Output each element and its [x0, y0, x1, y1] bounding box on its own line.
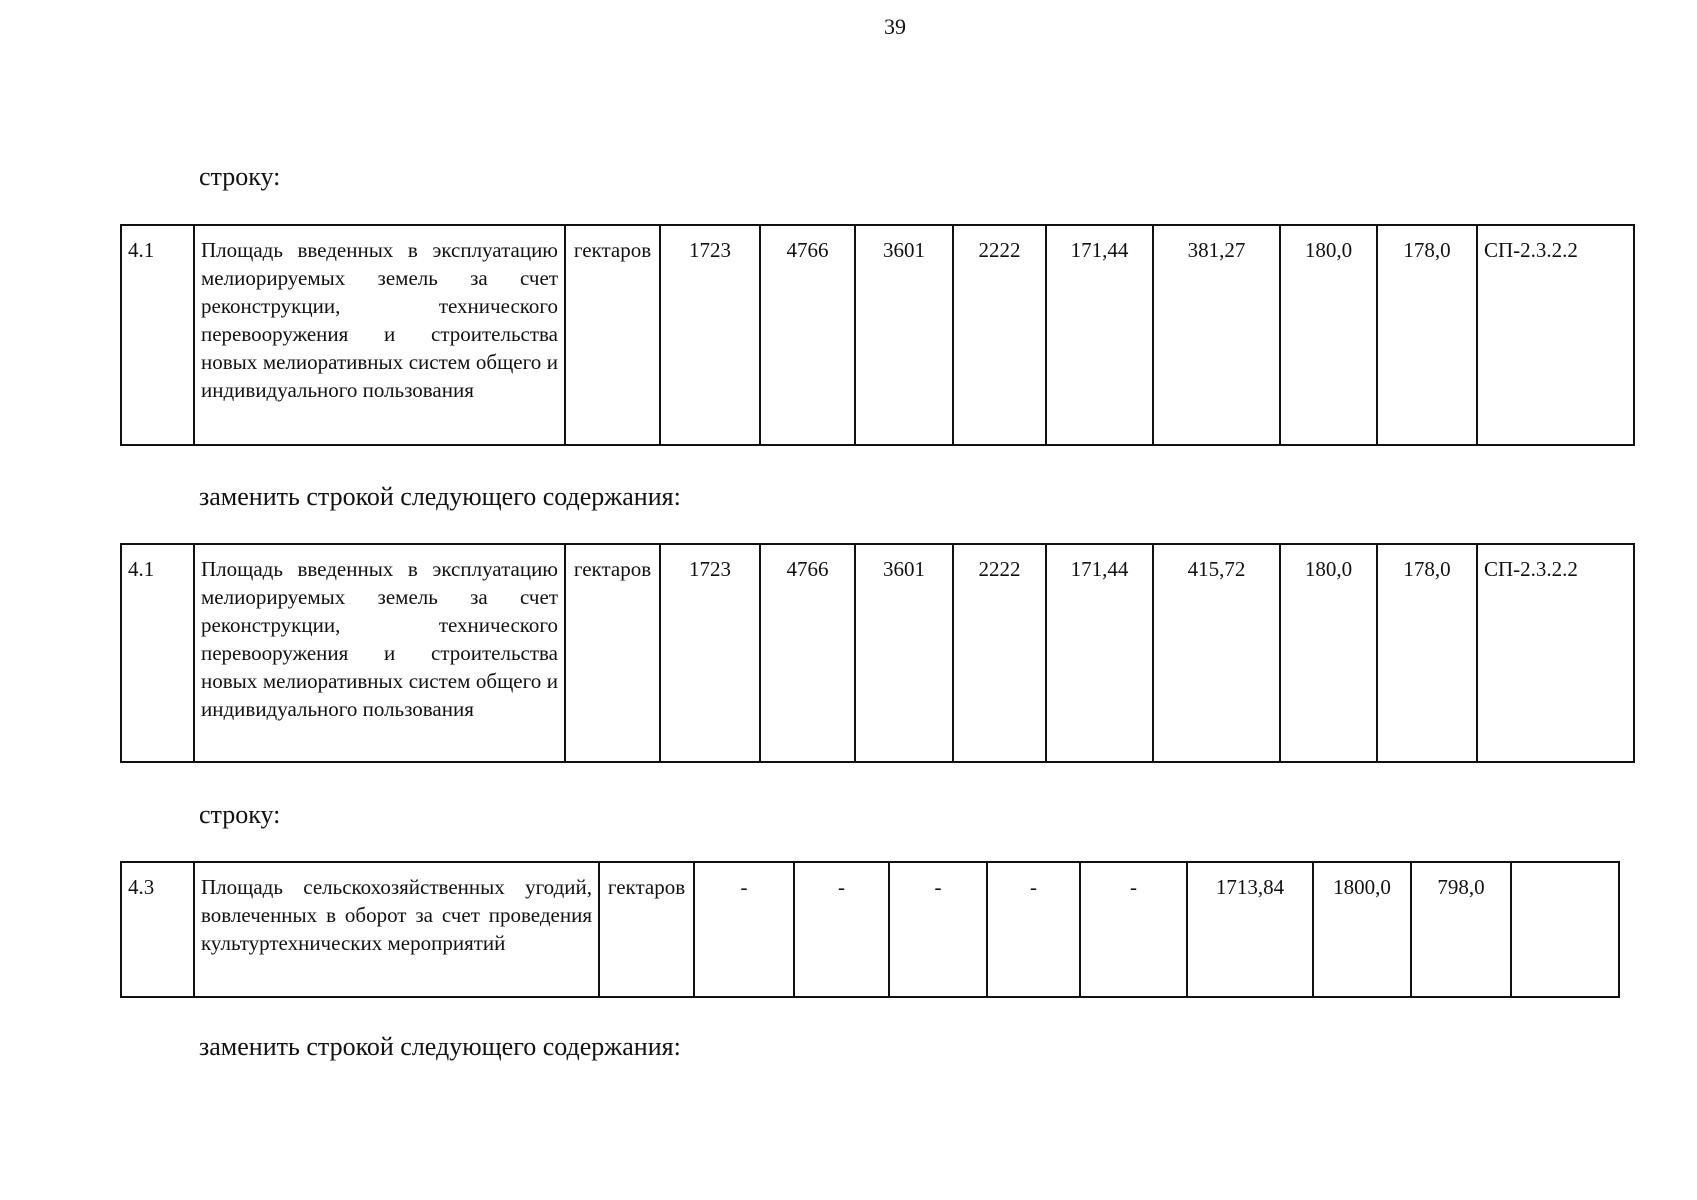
table-row	[121, 544, 1634, 762]
instruction-third: строку:	[199, 800, 281, 829]
unit-cell: гектаров	[599, 862, 694, 997]
table-row	[121, 862, 1619, 997]
value-cell: 180,0	[1280, 225, 1377, 445]
page-number: 39	[884, 14, 906, 39]
value-cell: 4766	[760, 225, 855, 445]
value-cell: 3601	[855, 544, 953, 762]
value-cell: 180,0	[1280, 544, 1377, 762]
value-cell: 3601	[855, 225, 953, 445]
value-cell: 798,0	[1411, 862, 1511, 997]
value-cell: 178,0	[1377, 225, 1477, 445]
value-cell: 171,44	[1046, 544, 1153, 762]
code-cell	[1511, 862, 1619, 997]
code-cell: СП-2.3.2.2	[1477, 225, 1634, 445]
unit-cell: гектаров	[565, 544, 660, 762]
row-number: 4.3	[121, 862, 194, 997]
value-cell: 1723	[660, 544, 760, 762]
value-cell: 171,44	[1046, 225, 1153, 445]
value-cell: 2222	[953, 544, 1046, 762]
value-cell: 381,27	[1153, 225, 1280, 445]
code-cell: СП-2.3.2.2	[1477, 544, 1634, 762]
table-row-4-3-old	[120, 861, 1620, 998]
row-number: 4.1	[121, 544, 194, 762]
instruction-fourth: заменить строкой следующего содержания:	[199, 1032, 681, 1061]
value-cell: 1723	[660, 225, 760, 445]
value-cell: 2222	[953, 225, 1046, 445]
table-row-4-1-old	[120, 224, 1635, 446]
row-number: 4.1	[121, 225, 194, 445]
indicator-name: Площадь введенных в эксплуатацию мелиорируемых земель за счет реконструкции, технического перевооружения и строительства новых мелиоративных систем общего и индивидуального пользования	[194, 225, 565, 445]
value-cell: 178,0	[1377, 544, 1477, 762]
value-cell: -	[889, 862, 987, 997]
value-cell: -	[987, 862, 1080, 997]
value-cell: 4766	[760, 544, 855, 762]
value-cell: 415,72	[1153, 544, 1280, 762]
value-cell: -	[1080, 862, 1187, 997]
indicator-name: Площадь сельскохозяйственных угодий, вовлеченных в оборот за счет проведения культуртехнических мероприятий	[194, 862, 599, 997]
value-cell: -	[794, 862, 889, 997]
table-row	[121, 225, 1634, 445]
instruction-second: заменить строкой следующего содержания:	[199, 482, 681, 511]
table-row-4-1-new	[120, 543, 1635, 763]
instruction-first: строку:	[199, 162, 281, 191]
value-cell: 1800,0	[1313, 862, 1411, 997]
indicator-name: Площадь введенных в эксплуатацию мелиорируемых земель за счет реконструкции, технического перевооружения и строительства новых мелиоративных систем общего и индивидуального пользования	[194, 544, 565, 762]
value-cell: 1713,84	[1187, 862, 1313, 997]
value-cell: -	[694, 862, 794, 997]
unit-cell: гектаров	[565, 225, 660, 445]
